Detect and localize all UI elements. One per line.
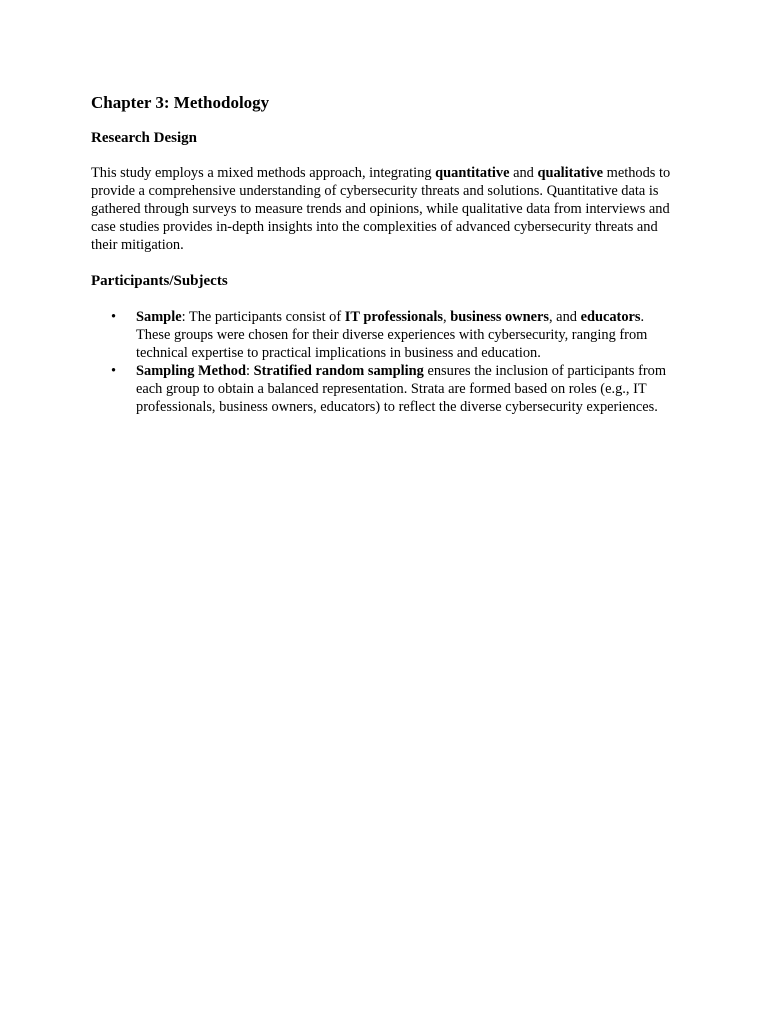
research-design-paragraph [91,164,679,254]
paragraph-bold-term: quantitative [435,165,510,181]
list-item-bold-term: business owners [450,309,549,325]
list-item-text: . These groups were chosen for their diverse experiences with cybersecurity, ranging from technical expertise to practical implications in business and education. [136,309,648,361]
list-item-sample [91,308,679,362]
participants-bullet-list [91,308,679,416]
section-heading-participants: Participants/Subjects [91,273,228,289]
list-item-text: , [443,309,451,325]
list-item-label: Sample [136,309,182,325]
chapter-title: Chapter 3: Methodology [91,93,270,112]
section-heading-research-design: Research Design [91,130,197,146]
list-item-bold-term: educators [580,309,641,325]
paragraph-text: This study employs a mixed methods approach, integrating [91,165,436,181]
list-item-text: : The participants consist of [181,309,345,325]
list-item-text: , and [548,309,581,325]
bullet-marker: • [111,309,117,325]
paragraph-bold-term: qualitative [537,165,604,181]
document-page [91,92,679,416]
list-item-label: Sampling Method [136,363,246,379]
paragraph-text: and [509,165,538,181]
paragraph-text: methods to provide a comprehensive understanding of cybersecurity threats and solutions. Quantitative data is gathered through surveys to measure trends and opinions, while qualitative data from interviews and case studies provides in-depth insights into the complexities of advanced cybersecurity threats and their mitigation. [91,165,671,253]
bullet-marker: • [111,363,117,379]
list-item-text: ensures the inclusion of participants from each group to obtain a balanced representation. Strata are formed based on roles (e.g., IT professionals, business owners, educators) to reflect the diverse cybersecurity experiences. [136,363,667,415]
list-item-bold-term: IT professionals [344,309,444,325]
list-item-sampling-method [91,362,679,416]
list-item-bold-term: Stratified random sampling [253,363,424,379]
list-item-text: : [245,363,254,379]
